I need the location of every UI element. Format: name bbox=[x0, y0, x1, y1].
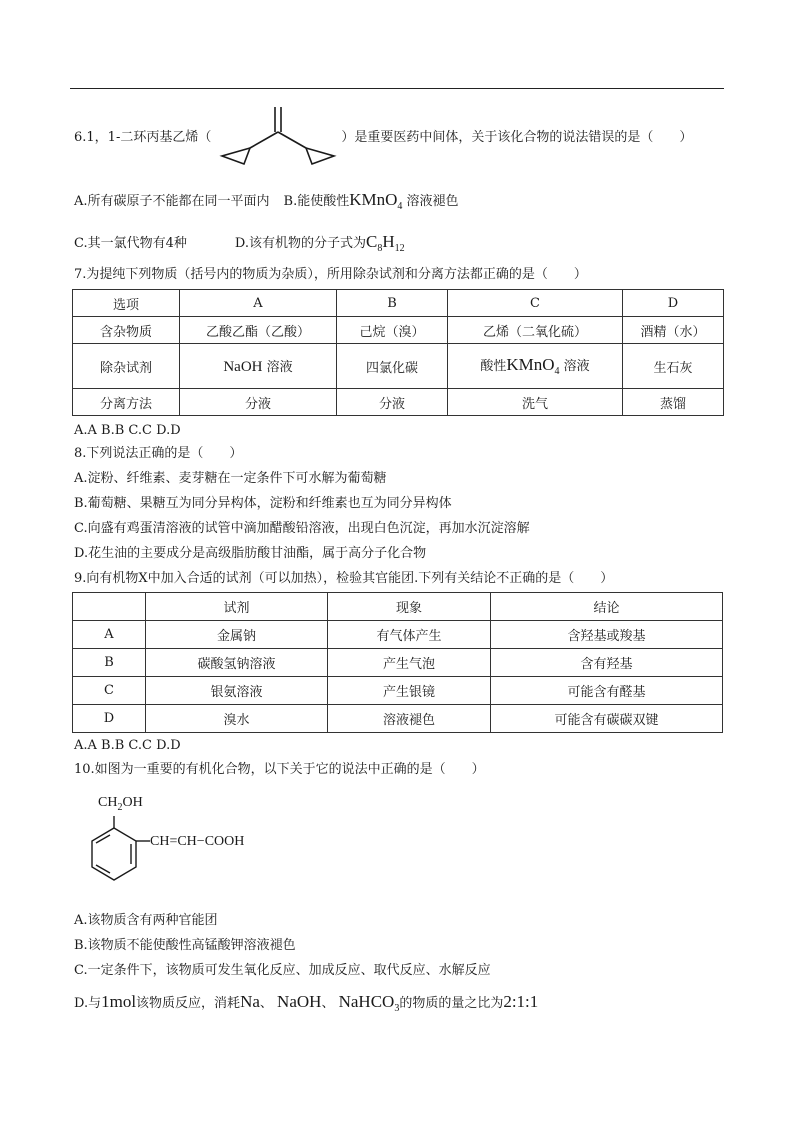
table-header-cell: A bbox=[180, 290, 337, 317]
table-cell: 银氨溶液 bbox=[146, 677, 328, 705]
table-header-cell: 结论 bbox=[491, 593, 723, 621]
table-cell: 酸性KMnO$_4$ 溶液 bbox=[448, 344, 623, 389]
table-cell: 含杂物质 bbox=[73, 317, 180, 344]
q7-table bbox=[72, 289, 724, 416]
table-cell: 乙烯（二氧化硫） bbox=[448, 317, 623, 344]
table-row bbox=[73, 389, 724, 416]
table-cell: B bbox=[73, 649, 146, 677]
q10-ch2oh-label: $CH_2OH$ bbox=[98, 795, 143, 813]
benzene-ring-structure bbox=[80, 816, 150, 896]
table-cell: NaOH 溶液 bbox=[180, 344, 337, 389]
table-cell: D bbox=[73, 705, 146, 733]
table-cell: 生石灰 bbox=[623, 344, 724, 389]
table-cell: A bbox=[73, 621, 146, 649]
q10-side-chain: CH=CH−COOH bbox=[150, 834, 245, 849]
table-row bbox=[73, 290, 724, 317]
table-header-cell: D bbox=[623, 290, 724, 317]
table-header-cell: 现象 bbox=[328, 593, 491, 621]
table-cell: 分液 bbox=[337, 389, 448, 416]
table-cell: 分离方法 bbox=[73, 389, 180, 416]
q6-options-ab bbox=[74, 191, 459, 216]
q6-options-cd bbox=[74, 233, 405, 258]
table-cell: 可能含有碳碳双键 bbox=[491, 705, 723, 733]
q9-options: A.A B.B C.C D.D bbox=[74, 738, 181, 753]
table-header-cell: B bbox=[337, 290, 448, 317]
q8-option-b: B.葡萄糖、果糖互为同分异构体，淀粉和纤维素也互为同分异构体 bbox=[74, 496, 452, 511]
table-row bbox=[73, 649, 723, 677]
q10-option-c: C.一定条件下，该物质可发生氧化反应、加成反应、取代反应、水解反应 bbox=[74, 963, 491, 978]
table-row bbox=[73, 593, 723, 621]
q8-option-d: D.花生油的主要成分是高级脂肪酸甘油酯，属于高分子化合物 bbox=[74, 546, 427, 561]
q10-option-d: D.与1mol该物质反应，消耗Na、 NaOH、 NaHCO$_3$的物质的量之比为2:1:1 bbox=[74, 992, 539, 1014]
table-cell: 含有羟基 bbox=[491, 649, 723, 677]
table-cell: 除杂试剂 bbox=[73, 344, 180, 389]
q6-option-c: C.其一氯代物有4种 bbox=[74, 236, 187, 251]
table-cell: 产生银镜 bbox=[328, 677, 491, 705]
q6-option-a: A.所有碳原子不能都在同一平面内 bbox=[74, 194, 270, 209]
table-header-cell bbox=[73, 593, 146, 621]
table-cell: 分液 bbox=[180, 389, 337, 416]
table-cell: 含羟基或羧基 bbox=[491, 621, 723, 649]
table-cell: 蒸馏 bbox=[623, 389, 724, 416]
table-row bbox=[73, 705, 723, 733]
q6-option-b-post: 溶液褪色 bbox=[406, 194, 459, 209]
q10-option-b: B.该物质不能使酸性高锰酸钾溶液褪色 bbox=[74, 938, 296, 953]
table-cell: 乙酸乙酯（乙酸） bbox=[180, 317, 337, 344]
q8-option-c: C.向盛有鸡蛋清溶液的试管中滴加醋酸铅溶液，出现白色沉淀，再加水沉淀溶解 bbox=[74, 521, 530, 536]
table-cell: 碳酸氢钠溶液 bbox=[146, 649, 328, 677]
table-row bbox=[73, 677, 723, 705]
table-cell: 溶液褪色 bbox=[328, 705, 491, 733]
q6-option-d-pre: D.该有机物的分子式为 bbox=[234, 236, 366, 251]
table-cell: 洗气 bbox=[448, 389, 623, 416]
q8-stem: 8.下列说法正确的是（ ） bbox=[74, 446, 243, 461]
table-cell: 可能含有醛基 bbox=[491, 677, 723, 705]
table-row bbox=[73, 621, 723, 649]
table-cell: 四氯化碳 bbox=[337, 344, 448, 389]
table-cell: 溴水 bbox=[146, 705, 328, 733]
table-cell: 金属钠 bbox=[146, 621, 328, 649]
q10-option-a: A.该物质含有两种官能团 bbox=[74, 913, 218, 928]
q7-options: A.A B.B C.C D.D bbox=[74, 423, 181, 438]
table-header-cell: 选项 bbox=[73, 290, 180, 317]
table-row bbox=[73, 344, 724, 389]
table-row bbox=[73, 317, 724, 344]
table-cell: 产生气泡 bbox=[328, 649, 491, 677]
table-cell: 己烷（溴） bbox=[337, 317, 448, 344]
q8-option-a: A.淀粉、纤维素、麦芽糖在一定条件下可水解为葡萄糖 bbox=[74, 471, 387, 486]
dicyclopropylethylene-structure bbox=[212, 104, 342, 166]
q10-stem: 10.如图为一重要的有机化合物，以下关于它的说法中正确的是（ ） bbox=[74, 762, 485, 777]
q6-kmno4: KMnO$_4$ bbox=[349, 190, 403, 212]
q6-stem-post: ）是重要医药中间体，关于该化合物的说法错误的是（ ） bbox=[341, 130, 693, 145]
header-rule bbox=[70, 88, 724, 89]
q9-table bbox=[72, 592, 723, 733]
q6-stem bbox=[74, 129, 692, 147]
table-cell: 有气体产生 bbox=[328, 621, 491, 649]
table-cell: 酒精（水） bbox=[623, 317, 724, 344]
table-header-cell: 试剂 bbox=[146, 593, 328, 621]
q9-stem: 9.向有机物X中加入合适的试剂（可以加热），检验其官能团.下列有关结论不正确的是（ ） bbox=[74, 571, 614, 586]
q6-stem-pre: 6.1，1-二环丙基乙烯（ bbox=[74, 130, 212, 145]
table-cell: C bbox=[73, 677, 146, 705]
q6-formula: $C_8H_{12}$ bbox=[365, 232, 405, 254]
q6-option-b-pre: B.能使酸性 bbox=[283, 194, 350, 209]
q7-stem: 7.为提纯下列物质（括号内的物质为杂质），所用除杂试剂和分离方法都正确的是（ ） bbox=[74, 267, 587, 282]
table-header-cell: C bbox=[448, 290, 623, 317]
